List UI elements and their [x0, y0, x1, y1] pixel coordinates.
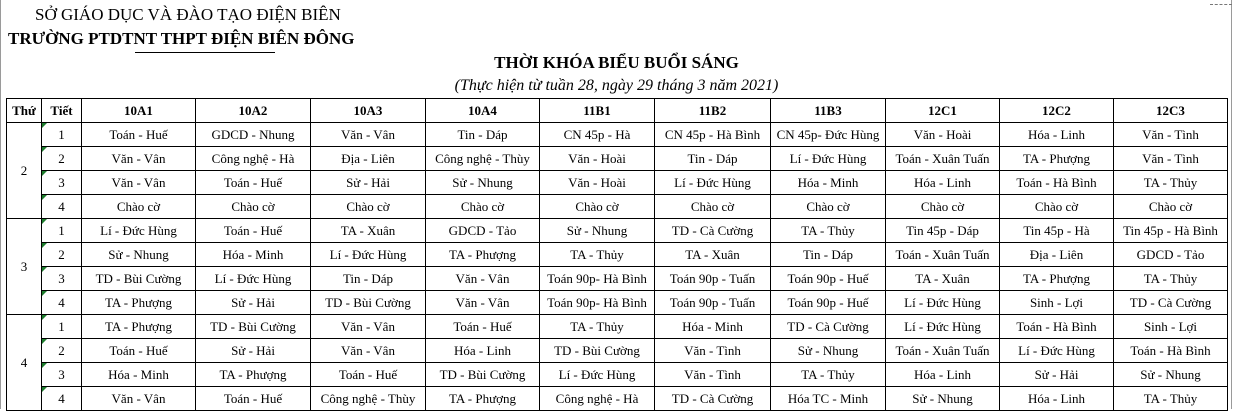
schedule-cell[interactable]: Toán 90p- Hà Bình — [540, 267, 655, 291]
schedule-cell[interactable]: Sử - Hải — [196, 339, 311, 363]
schedule-cell[interactable]: Công nghệ - Hà — [540, 387, 655, 411]
schedule-cell[interactable]: TA - Phượng — [196, 363, 311, 387]
schedule-cell[interactable]: Hóa - Linh — [426, 339, 540, 363]
period-cell[interactable] — [42, 171, 82, 195]
schedule-cell[interactable]: TD - Bùi Cường — [311, 291, 426, 315]
schedule-cell[interactable]: TA - Phượng — [82, 291, 196, 315]
schedule-cell[interactable]: Sử - Hải — [1000, 363, 1114, 387]
cell-indicator-icon — [42, 147, 47, 152]
cell-indicator-icon — [42, 315, 47, 320]
schedule-cell[interactable]: Chào cờ — [196, 195, 311, 219]
schedule-cell[interactable]: Chào cờ — [82, 195, 196, 219]
schedule-cell[interactable]: Văn - Tình — [1114, 123, 1228, 147]
schedule-cell[interactable]: Địa - Liên — [311, 147, 426, 171]
schedule-cell[interactable]: Hóa - Minh — [655, 315, 771, 339]
schedule-cell[interactable]: Lí - Đức Hùng — [311, 243, 426, 267]
period-cell[interactable] — [42, 147, 82, 171]
table-row — [7, 387, 1228, 411]
table-row — [7, 339, 1228, 363]
cell-indicator-icon — [42, 171, 47, 176]
schedule-cell[interactable]: Sử - Hải — [196, 291, 311, 315]
period-number: 3 — [58, 270, 65, 286]
schedule-cell[interactable]: Chào cờ — [540, 195, 655, 219]
schedule-cell[interactable]: Toán - Huế — [82, 123, 196, 147]
period-cell[interactable] — [42, 243, 82, 267]
schedule-cell[interactable]: TD - Bùi Cường — [196, 315, 311, 339]
schedule-cell[interactable]: Toán - Huế — [196, 171, 311, 195]
schedule-cell[interactable]: Lí - Đức Hùng — [82, 219, 196, 243]
schedule-cell[interactable]: TD - Bùi Cường — [540, 339, 655, 363]
header-period[interactable]: Tiết — [42, 99, 82, 123]
schedule-cell[interactable]: Hóa - Linh — [1000, 123, 1114, 147]
schedule-cell[interactable]: Hóa TC - Minh — [771, 387, 886, 411]
schedule-cell[interactable]: Văn - Hoài — [886, 123, 1000, 147]
schedule-cell[interactable]: Văn - Tình — [655, 339, 771, 363]
schedule-cell[interactable]: Hóa - Linh — [1000, 387, 1114, 411]
schedule-cell[interactable]: Toán - Huế — [311, 363, 426, 387]
table-row — [7, 195, 1228, 219]
table-row — [7, 291, 1228, 315]
period-number: 1 — [58, 318, 65, 334]
schedule-cell[interactable]: Văn - Tình — [1114, 147, 1228, 171]
schedule-cell[interactable]: Toán - Xuân Tuấn — [886, 147, 1000, 171]
schedule-cell[interactable]: TD - Cà Cường — [1114, 291, 1228, 315]
schedule-cell[interactable]: Văn - Vân — [426, 267, 540, 291]
schedule-cell[interactable]: Tin 45p - Hà Bình — [1114, 219, 1228, 243]
schedule-cell[interactable]: Văn - Hoài — [540, 147, 655, 171]
schedule-cell[interactable]: Văn - Vân — [82, 147, 196, 171]
schedule-cell[interactable]: Toán 90p - Huế — [771, 267, 886, 291]
department-name: SỞ GIÁO DỤC VÀ ĐÀO TẠO ĐIỆN BIÊN — [35, 5, 341, 24]
cell-indicator-icon — [42, 123, 47, 128]
table-row — [7, 123, 1228, 147]
schedule-cell[interactable]: Lí - Đức Hùng — [886, 291, 1000, 315]
period-number: 2 — [58, 342, 65, 358]
schedule-cell[interactable]: Tin 45p - Dáp — [886, 219, 1000, 243]
schedule-cell[interactable]: Toán - Xuân Tuấn — [886, 243, 1000, 267]
period-cell[interactable] — [42, 195, 82, 219]
schedule-cell[interactable]: Văn - Hoài — [540, 171, 655, 195]
period-cell[interactable] — [42, 387, 82, 411]
header-class[interactable]: 11B3 — [771, 99, 886, 123]
table-row — [7, 243, 1228, 267]
schedule-cell[interactable]: TA - Thủy — [1114, 387, 1228, 411]
period-number: 2 — [58, 246, 65, 262]
schedule-cell[interactable]: Toán - Huế — [196, 219, 311, 243]
schedule-cell[interactable]: GDCD - Tảo — [426, 219, 540, 243]
schedule-cell[interactable]: Tin - Dáp — [311, 267, 426, 291]
schedule-cell[interactable]: TD - Cà Cường — [655, 387, 771, 411]
header-class[interactable]: 11B1 — [540, 99, 655, 123]
period-cell[interactable] — [42, 123, 82, 147]
schedule-cell[interactable]: Chào cờ — [771, 195, 886, 219]
table-row — [7, 171, 1228, 195]
period-number: 3 — [58, 366, 65, 382]
schedule-cell[interactable]: Văn - Vân — [82, 387, 196, 411]
header-class[interactable]: 12C1 — [886, 99, 1000, 123]
schedule-cell[interactable]: Chào cờ — [1000, 195, 1114, 219]
period-cell[interactable] — [42, 267, 82, 291]
schedule-cell[interactable]: Sử - Nhung — [82, 243, 196, 267]
schedule-cell[interactable]: Lí - Đức Hùng — [886, 315, 1000, 339]
period-cell[interactable] — [42, 339, 82, 363]
header-class[interactable]: 10A1 — [82, 99, 196, 123]
schedule-cell[interactable]: Địa - Liên — [1000, 243, 1114, 267]
school-name: TRƯỜNG PTDTNT THPT ĐIỆN BIÊN ĐÔNG — [8, 29, 355, 48]
table-row — [7, 267, 1228, 291]
schedule-cell[interactable]: Toán 90p - Tuấn — [655, 291, 771, 315]
schedule-cell[interactable]: Sử - Nhung — [886, 387, 1000, 411]
schedule-cell[interactable]: Toán - Xuân Tuấn — [886, 339, 1000, 363]
period-number: 4 — [58, 390, 65, 406]
schedule-cell[interactable]: TA - Phượng — [82, 315, 196, 339]
period-number: 2 — [58, 150, 65, 166]
schedule-cell[interactable]: TA - Thủy — [540, 315, 655, 339]
cell-indicator-icon — [42, 243, 47, 248]
schedule-cell[interactable]: Toán 90p - Huế — [771, 291, 886, 315]
schedule-cell[interactable]: CN 45p- Đức Hùng — [771, 123, 886, 147]
cell-indicator-icon — [42, 339, 47, 344]
schedule-cell[interactable]: Lí - Đức Hùng — [655, 171, 771, 195]
period-number: 4 — [58, 198, 65, 214]
cell-indicator-icon — [42, 363, 47, 368]
schedule-cell[interactable]: TD - Bùi Cường — [426, 363, 540, 387]
schedule-cell[interactable]: Sử - Nhung — [1114, 363, 1228, 387]
header-class[interactable]: 10A2 — [196, 99, 311, 123]
schedule-cell[interactable]: TA - Phượng — [426, 243, 540, 267]
schedule-cell[interactable]: TA - Thủy — [771, 363, 886, 387]
schedule-cell[interactable]: Văn - Tình — [655, 363, 771, 387]
schedule-cell[interactable]: Công nghệ - Hà — [196, 147, 311, 171]
header-class[interactable]: 11B2 — [655, 99, 771, 123]
schedule-cell[interactable]: Hóa - Minh — [82, 363, 196, 387]
schedule-cell[interactable]: Công nghệ - Thùy — [311, 387, 426, 411]
header-class[interactable]: 12C3 — [1114, 99, 1228, 123]
schedule-cell[interactable]: Sử - Nhung — [771, 339, 886, 363]
schedule-cell[interactable]: TA - Xuân — [311, 219, 426, 243]
schedule-cell[interactable]: Chào cờ — [886, 195, 1000, 219]
table-row — [7, 363, 1228, 387]
schedule-cell[interactable]: Văn - Vân — [311, 123, 426, 147]
page-title: THỜI KHÓA BIỂU BUỔI SÁNG — [494, 53, 739, 72]
schedule-cell[interactable]: TA - Xuân — [655, 243, 771, 267]
schedule-cell[interactable]: Hóa - Linh — [886, 171, 1000, 195]
schedule-cell[interactable]: GDCD - Nhung — [196, 123, 311, 147]
cell-indicator-icon — [42, 219, 47, 224]
schedule-cell[interactable]: Sinh - Lợi — [1000, 291, 1114, 315]
timetable-header-row — [7, 99, 1228, 123]
schedule-cell[interactable]: Văn - Vân — [426, 291, 540, 315]
schedule-cell[interactable]: Tin - Dáp — [771, 243, 886, 267]
schedule-cell[interactable]: Toán - Hà Bình — [1000, 171, 1114, 195]
schedule-cell[interactable]: Lí - Đức Hùng — [196, 267, 311, 291]
timetable-body — [7, 123, 1228, 411]
cell-indicator-icon — [42, 387, 47, 392]
schedule-cell[interactable]: Văn - Vân — [311, 339, 426, 363]
header-day[interactable]: Thứ — [7, 99, 42, 123]
schedule-cell[interactable]: Công nghệ - Thùy — [426, 147, 540, 171]
cell-indicator-icon — [42, 291, 47, 296]
schedule-cell[interactable]: Tin 45p - Hà — [1000, 219, 1114, 243]
schedule-cell[interactable]: TD - Cà Cường — [655, 219, 771, 243]
schedule-cell[interactable]: Tin - Dáp — [426, 123, 540, 147]
period-number: 3 — [58, 174, 65, 190]
schedule-cell[interactable]: Toán 90p - Tuấn — [655, 267, 771, 291]
day-cell[interactable]: 2 — [7, 123, 42, 219]
schedule-cell[interactable]: TA - Thủy — [771, 219, 886, 243]
day-cell[interactable]: 4 — [7, 315, 42, 411]
period-cell[interactable] — [42, 291, 82, 315]
schedule-cell[interactable]: Lí - Đức Hùng — [771, 147, 886, 171]
schedule-cell[interactable]: Lí - Đức Hùng — [1000, 339, 1114, 363]
schedule-cell[interactable]: Văn - Vân — [82, 171, 196, 195]
schedule-cell[interactable]: Sử - Hải — [311, 171, 426, 195]
page-subtitle: (Thực hiện từ tuần 28, ngày 29 tháng 3 năm 2021) — [454, 77, 779, 94]
schedule-cell[interactable]: TA - Thủy — [1114, 171, 1228, 195]
schedule-cell[interactable]: Toán 90p- Hà Bình — [540, 291, 655, 315]
header-class[interactable]: 10A3 — [311, 99, 426, 123]
schedule-cell[interactable]: TA - Phượng — [1000, 147, 1114, 171]
schedule-cell[interactable]: TA - Thủy — [540, 243, 655, 267]
schedule-cell[interactable]: GDCD - Tảo — [1114, 243, 1228, 267]
schedule-cell[interactable]: TD - Bùi Cường — [82, 267, 196, 291]
day-cell[interactable]: 3 — [7, 219, 42, 315]
period-number: 1 — [58, 222, 65, 238]
schedule-cell[interactable]: Toán - Huế — [82, 339, 196, 363]
period-cell[interactable] — [42, 363, 82, 387]
table-row — [7, 219, 1228, 243]
header-class[interactable]: 10A4 — [426, 99, 540, 123]
schedule-cell[interactable]: CN 45p - Hà Bình — [655, 123, 771, 147]
schedule-cell[interactable]: Hóa - Minh — [196, 243, 311, 267]
period-cell[interactable] — [42, 315, 82, 339]
schedule-cell[interactable]: TA - Phượng — [426, 387, 540, 411]
schedule-cell[interactable]: TD - Cà Cường — [771, 315, 886, 339]
schedule-cell[interactable]: Văn - Vân — [311, 315, 426, 339]
schedule-cell[interactable]: Toán - Hà Bình — [1000, 315, 1114, 339]
schedule-cell[interactable]: TA - Xuân — [886, 267, 1000, 291]
schedule-cell[interactable]: Toán - Hà Bình — [1114, 339, 1228, 363]
table-row — [7, 315, 1228, 339]
schedule-cell[interactable]: CN 45p - Hà — [540, 123, 655, 147]
period-number: 1 — [58, 126, 65, 142]
schedule-cell[interactable]: Hóa - Linh — [886, 363, 1000, 387]
schedule-cell[interactable]: Chào cờ — [311, 195, 426, 219]
schedule-cell[interactable]: Chào cờ — [655, 195, 771, 219]
header-class[interactable]: 12C2 — [1000, 99, 1114, 123]
page-break-marker — [1210, 4, 1232, 5]
cell-indicator-icon — [42, 195, 47, 200]
schedule-cell[interactable]: Sử - Nhung — [426, 171, 540, 195]
schedule-cell[interactable]: Toán - Huế — [196, 387, 311, 411]
schedule-cell[interactable]: Chào cờ — [1114, 195, 1228, 219]
timetable — [6, 98, 1228, 411]
schedule-cell[interactable]: Hóa - Minh — [771, 171, 886, 195]
table-row — [7, 147, 1228, 171]
schedule-cell[interactable]: Sinh - Lợi — [1114, 315, 1228, 339]
schedule-cell[interactable]: TA - Thủy — [1114, 267, 1228, 291]
period-cell[interactable] — [42, 219, 82, 243]
schedule-cell[interactable]: Tin - Dáp — [655, 147, 771, 171]
schedule-cell[interactable]: Toán - Huế — [426, 315, 540, 339]
schedule-cell[interactable]: Chào cờ — [426, 195, 540, 219]
schedule-cell[interactable]: TA - Phượng — [1000, 267, 1114, 291]
schedule-cell[interactable]: Lí - Đức Hùng — [540, 363, 655, 387]
period-number: 4 — [58, 294, 65, 310]
cell-indicator-icon — [42, 267, 47, 272]
schedule-cell[interactable]: Sử - Nhung — [540, 219, 655, 243]
